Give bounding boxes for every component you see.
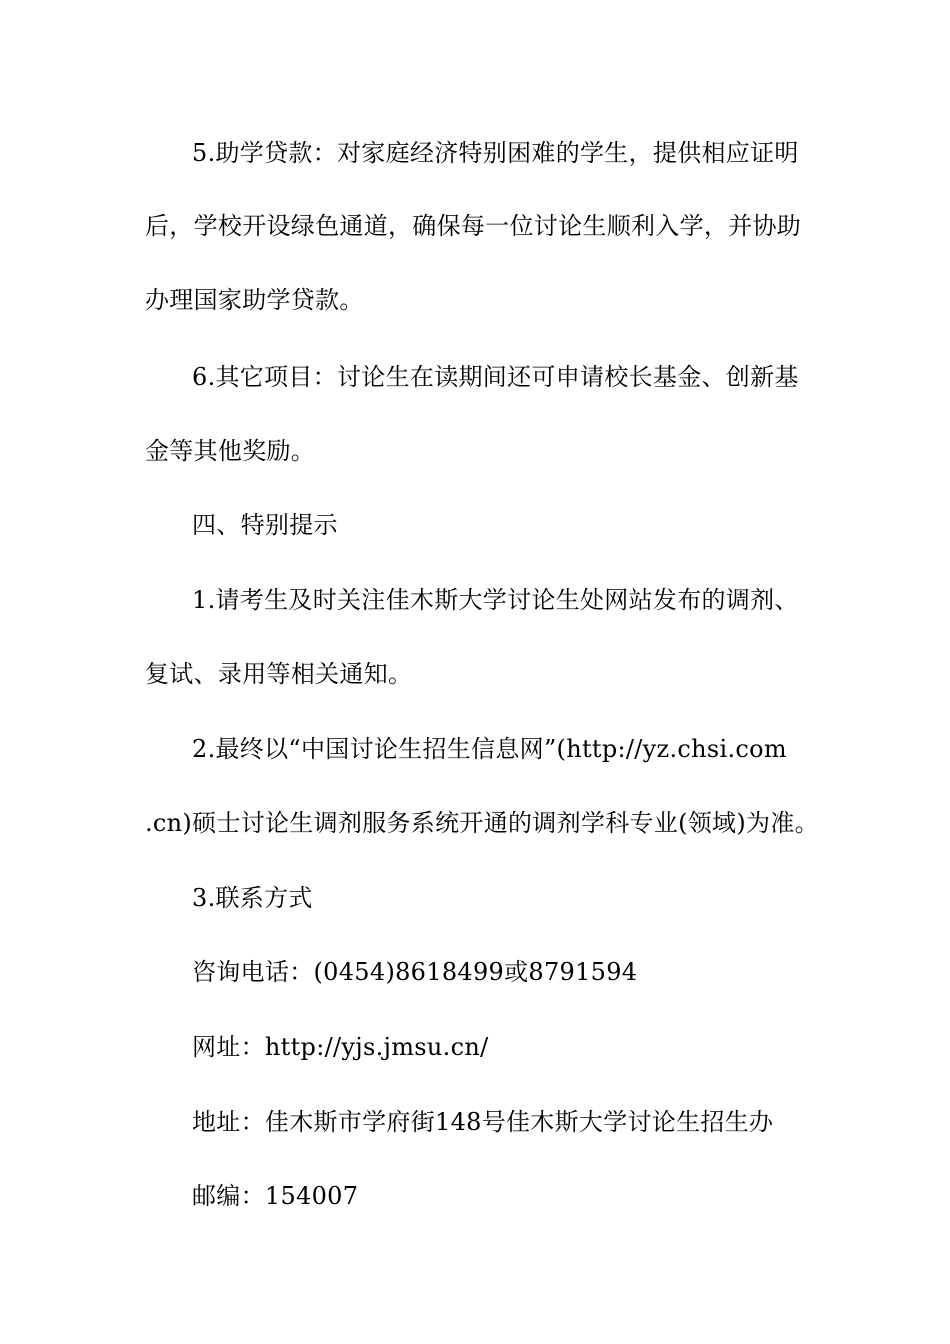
paragraph-other-line-2: 金等其他奖励。 (145, 437, 316, 465)
contact-postcode: 邮编：154007 (192, 1182, 359, 1210)
paragraph-notice2-line-1: 2.最终以“中国讨论生招生信息网”(http://yz.chsi.com (192, 735, 787, 763)
contact-address: 地址：佳木斯市学府街148号佳木斯大学讨论生招生办 (192, 1108, 774, 1136)
paragraph-other-line-1: 6.其它项目：讨论生在读期间还可申请校长基金、创新基 (192, 363, 799, 391)
contact-phone: 咨询电话：(0454)8618499或8791594 (192, 958, 638, 986)
contact-website: 网址：http://yjs.jmsu.cn/ (192, 1033, 489, 1061)
paragraph-notice1-line-2: 复试、录用等相关通知。 (145, 660, 413, 688)
paragraph-loan-line-1: 5.助学贷款：对家庭经济特别困难的学生，提供相应证明 (192, 139, 799, 167)
paragraph-loan-line-3: 办理国家助学贷款。 (145, 286, 364, 314)
section-heading-notice: 四、特别提示 (192, 511, 338, 539)
paragraph-notice2-line-2: .cn)硕士讨论生调剂服务系统开通的调剂学科专业(领域)为准。 (145, 809, 819, 837)
paragraph-notice1-line-1: 1.请考生及时关注佳木斯大学讨论生处网站发布的调剂、 (192, 586, 799, 614)
paragraph-loan-line-2: 后，学校开设绿色通道，确保每一位讨论生顺利入学，并协助 (145, 212, 802, 240)
contact-heading: 3.联系方式 (192, 884, 313, 912)
